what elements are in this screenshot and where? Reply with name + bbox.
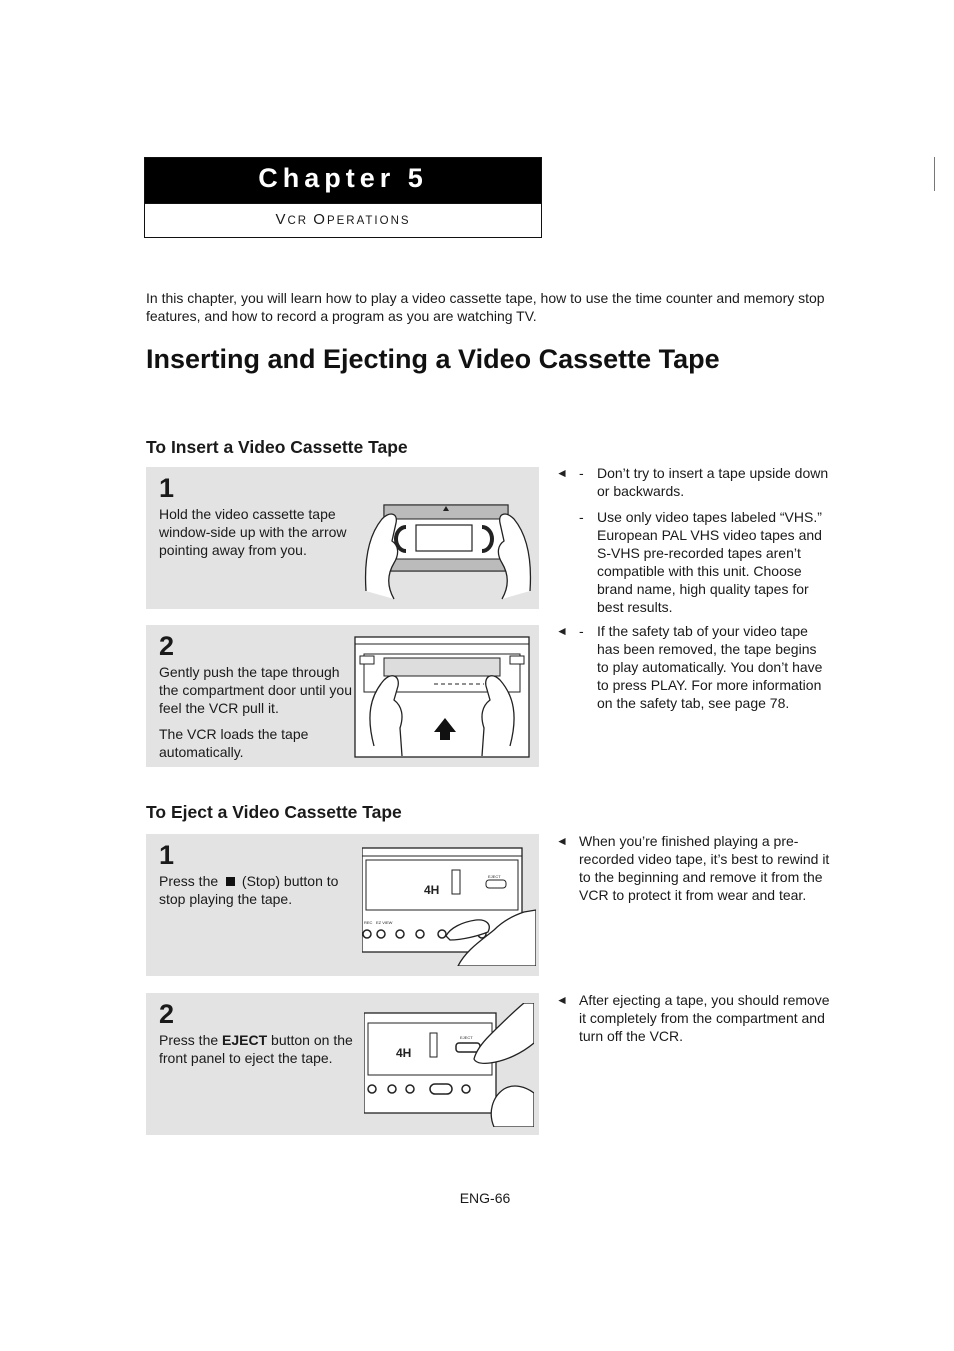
step-number: 2 [159, 999, 175, 1029]
vcr-logo: 4H [424, 883, 440, 897]
note-item: - Don’t try to insert a tape upside down or backwards. [579, 465, 829, 499]
svg-text:EZ VIEW: EZ VIEW [376, 920, 393, 925]
step-text [159, 663, 355, 769]
intro-paragraph: In this chapter, you will learn how to play a video cassette tape, how to use the time counter and memory stop features, and how to record a program as you are watching TV. [146, 290, 825, 324]
page-number: ENG-66 [459, 1190, 511, 1206]
note-item: - Use only video tapes labeled “VHS.” European PAL VHS video tapes and S-VHS pre-recorded tapes aren’t compatible with this unit. Choose brand name, high quality tapes for best results. [579, 509, 822, 615]
insert-step-2 [146, 625, 539, 767]
svg-text:EJECT: EJECT [488, 874, 501, 879]
vcr-loading-illustration [354, 636, 530, 758]
hands-holding-cassette-illustration [364, 501, 534, 601]
chapter-banner [144, 157, 542, 238]
step-number: 2 [159, 631, 175, 661]
vcr-eject-button-illustration [364, 1003, 534, 1127]
svg-text:4H: 4H [396, 1046, 412, 1060]
eject-step-2 [146, 993, 539, 1135]
insert-note-1 [556, 464, 831, 624]
note-arrow-icon: ◄ [556, 834, 568, 848]
note-text: When you’re finished playing a pre-recorded video tape, it’s best to rewind it to the beginning and remove it from the VCR to protect it from wear and tear. [579, 833, 830, 903]
chapter-subtitle: VCR OPERATIONS [145, 203, 541, 238]
svg-text:REC: REC [364, 920, 373, 925]
note-text: After ejecting a tape, you should remove it completely from the compartment and turn off the VCR. [579, 992, 830, 1044]
insert-note-2 [556, 622, 831, 720]
insert-heading: To Insert a Video Cassette Tape [146, 437, 408, 457]
margin-rule [934, 157, 935, 191]
note-arrow-icon: ◄ [556, 993, 568, 1007]
eject-note-2 [556, 991, 831, 1045]
step-text: Press the EJECT button on the front panel to eject the tape. [159, 1032, 353, 1066]
note-arrow-icon: ◄ [556, 624, 568, 638]
eject-note-1 [556, 832, 831, 904]
stop-icon [226, 877, 235, 886]
eject-heading: To Eject a Video Cassette Tape [146, 802, 402, 822]
chapter-title: Chapter 5 [145, 158, 541, 203]
section-title: Inserting and Ejecting a Video Cassette Tape [146, 344, 720, 374]
step-text: Hold the video cassette tape window-side up with the arrow pointing away from you. [159, 506, 347, 558]
note-item: - If the safety tab of your video tape has been removed, the tape begins to play automatically. You don’t have to press PLAY. For more information on the safety tab, see page 78. [579, 623, 823, 711]
vcr-stop-button-illustration [362, 844, 536, 966]
note-arrow-icon: ◄ [556, 466, 568, 480]
insert-step-1 [146, 467, 539, 609]
step-number: 1 [159, 473, 175, 503]
step-text: Press the (Stop) button to stop playing the tape. [159, 873, 339, 907]
step-text-line: The VCR loads the tape automatically. [159, 726, 309, 760]
step-number: 1 [159, 840, 175, 870]
step-text-line: Gently push the tape through the compartment door until you feel the VCR pull it. [159, 664, 352, 716]
svg-text:EJECT: EJECT [460, 1035, 473, 1040]
eject-step-1 [146, 834, 539, 976]
